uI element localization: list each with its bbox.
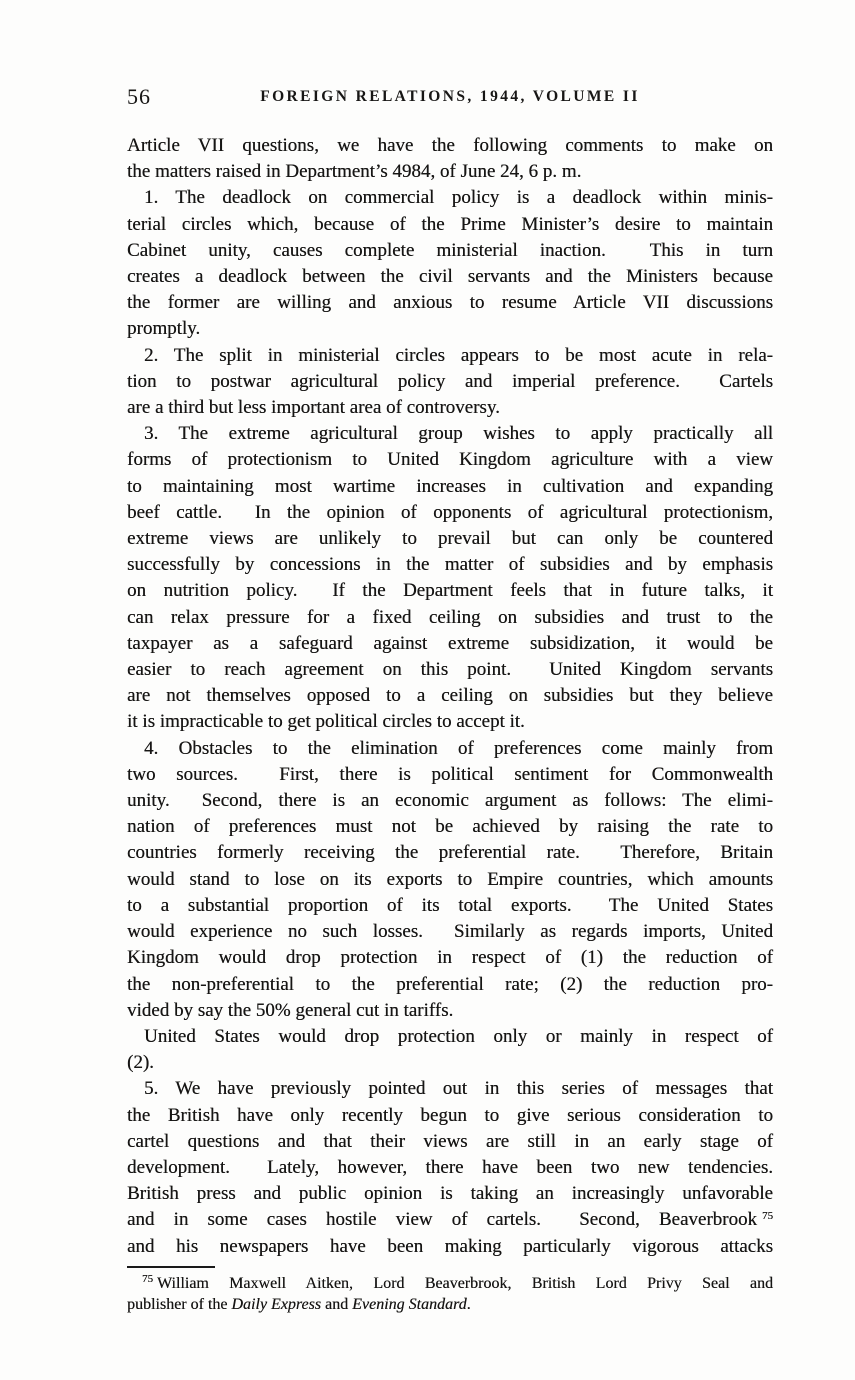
- body-line: vided by say the 50% general cut in tariffs.: [127, 999, 454, 1021]
- paragraph-1: [127, 185, 773, 342]
- body-line: and his newspapers have been making particularly vigorous attacks: [127, 1235, 773, 1257]
- body-line: the former are willing and anxious to resume Article VII discussions: [127, 292, 773, 314]
- footnote-text: and: [321, 1295, 353, 1313]
- body-line: to a substantial proportion of its total exports. The United States: [127, 894, 773, 916]
- body-line: 3. The extreme agricultural group wishes to apply practically all: [144, 423, 773, 445]
- footnote: [127, 1273, 773, 1315]
- body-line: nation of preferences must not be achieved by raising the rate to: [127, 816, 773, 838]
- body-line: on nutrition policy. If the Department feels that in future talks, it: [127, 580, 773, 602]
- body-line-text: and in some cases hostile view of cartels. Second, Beaverbrook: [127, 1209, 757, 1231]
- body-line: promptly.: [127, 318, 201, 340]
- body-line: 5. We have previously pointed out in this series of messages that: [144, 1078, 773, 1100]
- body-line: Kingdom would drop protection in respect of (1) the reduction of: [127, 947, 773, 969]
- body-line: two sources. First, there is political sentiment for Commonwealth: [127, 763, 773, 785]
- body-line: Cabinet unity, causes complete ministerial inaction. This in turn: [127, 239, 773, 261]
- body-line-with-footnote-ref: [127, 1207, 773, 1233]
- body-line: countries formerly receiving the preferential rate. Therefore, Britain: [127, 842, 773, 864]
- body-line: successfully by concessions in the matter of subsidies and by emphasis: [127, 554, 773, 576]
- footnote-text: .: [466, 1295, 471, 1313]
- document-body: [127, 133, 773, 1260]
- footnote-publication-title: Evening Standard: [352, 1295, 467, 1313]
- body-line: are not themselves opposed to a ceiling on subsidies but they believe: [127, 685, 773, 707]
- footnote-separator: [127, 1266, 215, 1268]
- body-line: 4. Obstacles to the elimination of preferences come mainly from: [144, 737, 773, 759]
- body-line: forms of protectionism to United Kingdom agriculture with a view: [127, 449, 773, 471]
- body-line: development. Lately, however, there have been two new tendencies.: [127, 1156, 773, 1178]
- paragraph-2: [127, 343, 773, 422]
- body-line: would experience no such losses. Similarly as regards imports, United: [127, 921, 773, 943]
- page-header: [127, 84, 773, 110]
- body-line: are a third but less important area of controversy.: [127, 397, 500, 419]
- body-line: would stand to lose on its exports to Empire countries, which amounts: [127, 868, 773, 890]
- footnote-number: 75: [142, 1272, 153, 1285]
- page-number: 56: [127, 84, 151, 109]
- paragraph-6: [127, 1076, 773, 1259]
- body-line: it is impracticable to get political circles to accept it.: [127, 711, 525, 733]
- body-line: the British have only recently begun to give serious consideration to: [127, 1104, 773, 1126]
- body-line: 2. The split in ministerial circles appears to be most acute in rela-: [144, 344, 773, 366]
- footnote-line: [127, 1294, 773, 1315]
- paragraph-5: [127, 1024, 773, 1076]
- paragraph-3: [127, 421, 773, 735]
- body-line: tion to postwar agricultural policy and imperial preference. Cartels: [127, 370, 773, 392]
- body-line: can relax pressure for a fixed ceiling on subsidies and trust to the: [127, 606, 773, 628]
- body-line: creates a deadlock between the civil servants and the Ministers because: [127, 266, 773, 288]
- body-line: Article VII questions, we have the following comments to make on: [127, 135, 773, 156]
- body-line: British press and public opinion is taking an increasingly unfavorable: [127, 1183, 773, 1205]
- text-column: [127, 84, 773, 1315]
- footnote-reference-marker: 75: [762, 1210, 773, 1223]
- body-line: the matters raised in Department’s 4984, of June 24, 6 p. m.: [127, 161, 582, 183]
- body-line: 1. The deadlock on commercial policy is a deadlock within minis-: [144, 187, 773, 209]
- body-line: easier to reach agreement on this point. United Kingdom servants: [127, 659, 773, 681]
- body-line: United States would drop protection only or mainly in respect of: [144, 1025, 773, 1047]
- body-line: taxpayer as a safeguard against extreme subsidization, it would be: [127, 632, 773, 654]
- body-line: extreme views are unlikely to prevail but can only be countered: [127, 528, 773, 550]
- footnote-text: publisher of the: [127, 1295, 232, 1313]
- body-line: the non-preferential to the preferential rate; (2) the reduction pro-: [127, 973, 773, 995]
- body-line: cartel questions and that their views are still in an early stage of: [127, 1130, 773, 1152]
- body-line: beef cattle. In the opinion of opponents of agricultural protectionism,: [127, 501, 773, 523]
- paragraph-intro: [127, 133, 773, 185]
- footnote-text: William Maxwell Aitken, Lord Beaverbrook, British Lord Privy Seal and: [157, 1274, 773, 1292]
- footnote-publication-title: Daily Express: [231, 1295, 322, 1313]
- body-line: (2).: [127, 1052, 154, 1074]
- footnote-line: [127, 1273, 773, 1294]
- body-line: to maintaining most wartime increases in cultivation and expanding: [127, 475, 773, 497]
- paragraph-4: [127, 736, 773, 1024]
- running-head: FOREIGN RELATIONS, 1944, VOLUME II: [260, 88, 640, 105]
- body-line: terial circles which, because of the Prime Minister’s desire to maintain: [127, 213, 773, 235]
- body-line: unity. Second, there is an economic argument as follows: The elimi-: [127, 790, 773, 812]
